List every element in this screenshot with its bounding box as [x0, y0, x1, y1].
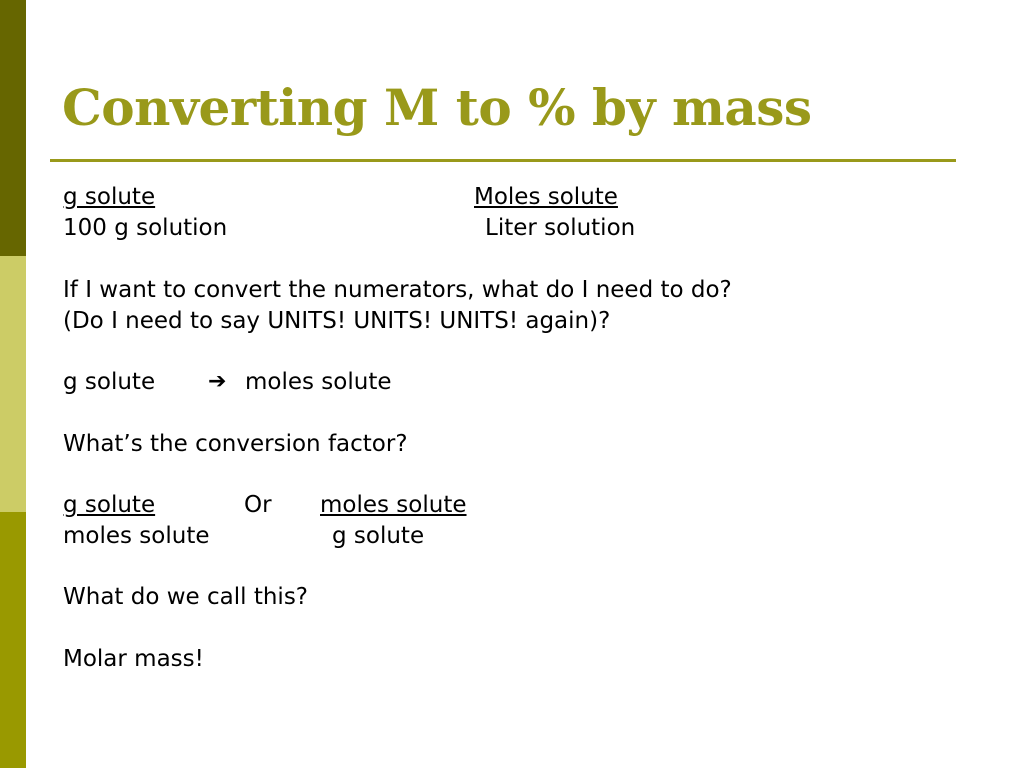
left-bar-light — [0, 256, 26, 512]
left-bar-olive — [0, 512, 26, 768]
conversion-to: moles solute — [245, 369, 392, 395]
answer: Molar mass! — [63, 646, 204, 672]
question-line-1: If I want to convert the numerators, what do I need to do? — [63, 277, 732, 303]
frac1-denominator: 100 g solution — [63, 215, 228, 241]
title-divider — [50, 159, 956, 162]
left-bar-dark — [0, 0, 26, 256]
factor1-numerator: g solute — [63, 492, 156, 518]
call-question: What do we call this? — [63, 584, 309, 610]
right-arrow-icon: ➔ — [208, 369, 227, 394]
factor2-numerator: moles solute — [320, 492, 467, 518]
conversion-question: What’s the conversion factor? — [63, 431, 408, 457]
slide-title: Converting M to % by mass — [62, 78, 812, 137]
frac1-numerator: g solute — [63, 184, 156, 210]
factor1-denominator: moles solute — [63, 523, 210, 549]
or-label: Or — [244, 492, 272, 518]
frac2-numerator: Moles solute — [474, 184, 618, 210]
conversion-from: g solute — [63, 369, 156, 395]
factor2-denominator: g solute — [332, 523, 425, 549]
question-line-2: (Do I need to say UNITS! UNITS! UNITS! again)? — [63, 308, 611, 334]
frac2-denominator: Liter solution — [485, 215, 636, 241]
